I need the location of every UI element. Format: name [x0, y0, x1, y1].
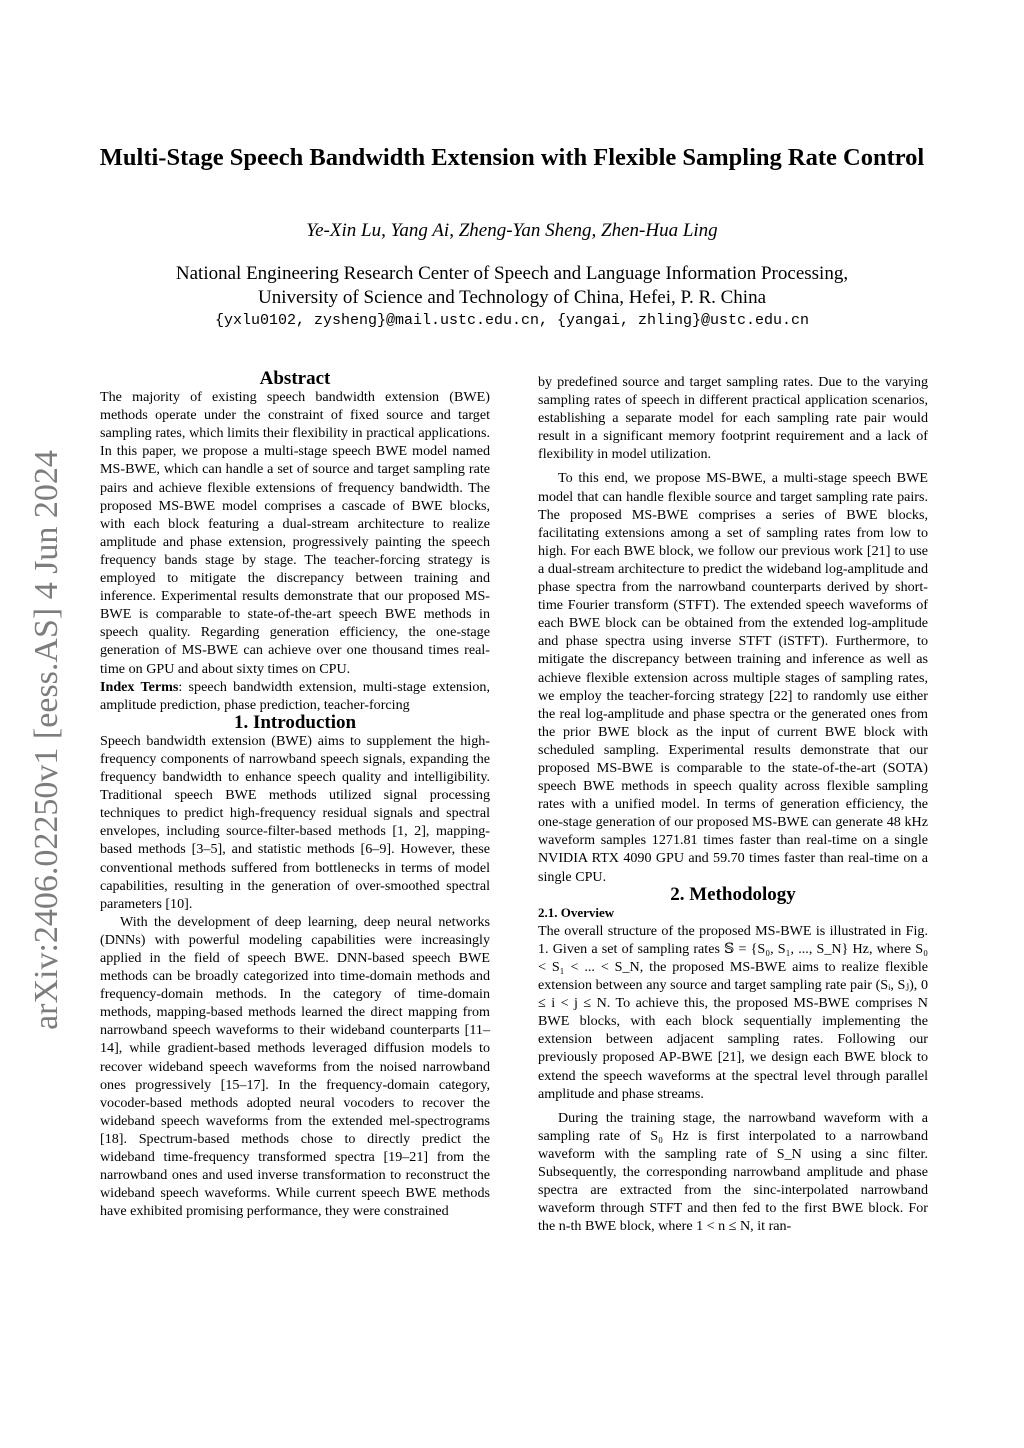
intro-paragraph-4: To this end, we propose MS-BWE, a multi-stage speech BWE model that can handle flexible source and target sampling rate pairs. The proposed MS-BWE comprises a series of BWE blocks, facilitating extensions among a set of sampling rates from low to high. For each BWE block, we follow our previous work [21] to use a dual-stream architecture to predict the wideband log-amplitude and phase spectra from the narrowband counterparts derived by short-time Fourier transform (STFT). The extended speech waveforms of each BWE block can be obtained from the extended log-amplitude and phase spectra using inverse STFT (iSTFT). Furthermore, to mitigate the discrepancy between training and inference as well as achieve flexible extension across multiple stages of sampling rates, we employ the teacher-forcing strategy [22] to randomly use either the real log-amplitude and phase spectra or the generated ones from the prior BWE block as the input of current BWE block with scheduled sampling. Experimental results demonstrate that our proposed MS-BWE is comparable to the state-of-the-art (SOTA) speech BWE methods in speech quality across flexible sampling rates with a unified model. In terms of generation efficiency, the one-stage generation of our proposed MS-BWE can generate 48 kHz waveform samples 1271.81 times faster than real-time on a single NVIDIA RTX 4090 GPU and 59.70 times faster than real-time on a single CPU. — [538, 470, 928, 885]
author-emails: {yxlu0102, zysheng}@mail.ustc.edu.cn, {yangai, zhling}@ustc.edu.cn — [214, 312, 810, 329]
intro-paragraph-1: Speech bandwidth extension (BWE) aims to supplement the high-frequency components of narrowband speech signals, expanding the frequency bandwidth to enhance speech quality and intelligibility. Traditional speech BWE methods utilized signal processing techniques to predict high-frequency residual signals and spectral envelopes, including source-filter-based methods [1, 2], mapping-based methods [3–5], and statistic methods [6–9]. However, these conventional methods suffered from bottlenecks in terms of model capabilities, resulting in the generation of over-smoothed spectral parameters [10]. — [100, 732, 490, 912]
right-column — [538, 373, 928, 1235]
abstract-text: The majority of existing speech bandwidth extension (BWE) methods operate under the constraint of fixed source and target sampling rates, which limits their flexibility in practical applications. In this paper, we propose a multi-stage speech BWE model named MS-BWE, which can handle a set of source and target sampling rate pairs and achieve flexible extensions of frequency bandwidth. The proposed MS-BWE model comprises a cascade of BWE blocks, with each block featuring a dual-stream architecture to realize amplitude and phase extension, progressively painting the speech frequency bands stage by stage. The teacher-forcing strategy is employed to mitigate the discrepancy between training and inference. Experimental results demonstrate that our proposed MS-BWE is comparable to state-of-the-art speech BWE methods in speech quality. Regarding generation efficiency, the one-stage generation of MS-BWE can achieve over one thousand times real-time on GPU and about sixty times on CPU. — [100, 389, 490, 677]
index-terms-label: Index Terms — [100, 678, 179, 695]
index-terms-text: : speech bandwidth extension, multi-stage extension, amplitude prediction, phase prediction, teacher-forcing — [100, 678, 490, 713]
author-list: Ye-Xin Lu, Yang Ai, Zheng-Yan Sheng, Zhen-Hua Ling — [306, 220, 718, 241]
left-column — [100, 370, 490, 1220]
introduction-heading: 1. Introduction — [233, 711, 357, 733]
index-terms — [100, 678, 490, 714]
method-paragraph-1: The overall structure of the proposed MS-BWE is illustrated in Fig. 1. Given a set of sampling rates 𝕊 = {S₀, S₁, ..., S_N} Hz, where S₀ < S₁ < ... < S_N, the proposed MS-BWE aims to realize flexible extension between any source and target sampling rate pair (Sᵢ, Sⱼ), 0 ≤ i < j ≤ N. To achieve this, the proposed MS-BWE comprises N BWE blocks, with each block sequentially implementing the extension between adjacent sampling rates. Following our previously proposed AP-BWE [21], we design each BWE block to extend the speech waveforms at the spectral level through parallel amplitude and phase streams. — [538, 922, 928, 1102]
paper-title: Multi-Stage Speech Bandwidth Extension with Flexible Sampling Rate Control — [99, 144, 925, 171]
affiliation-line-2: University of Science and Technology of China, Hefei, P. R. China — [257, 287, 767, 308]
method-paragraph-2: During the training stage, the narrowband waveform with a sampling rate of S₀ Hz is first interpolated to a narrowband waveform with the sampling rate of S_N using a sinc filter. Subsequently, the corresponding narrowband amplitude and phase spectra are extracted from the sinc-interpolated narrowband waveform through STFT and then fed to the first BWE block. For the n-th BWE block, where 1 < n ≤ N, it ran- — [538, 1109, 928, 1235]
intro-paragraph-2: With the development of deep learning, deep neural networks (DNNs) with powerful modeling capabilities were increasingly applied in the field of speech BWE. DNN-based speech BWE methods can be broadly categorized into time-domain methods and frequency-domain methods. In the category of time-domain methods, mapping-based methods learned the direct mapping from narrowband speech waveforms to their wideband counterparts [11–14], while gradient-based methods leveraged diffusion models to recover wideband speech waveforms from the noised narrowband ones progressively [15–17]. In the frequency-domain category, vocoder-based methods adopted neural vocoders to recover the wideband speech waveforms from the extended mel-spectrograms [18]. Spectrum-based methods chose to directly predict the wideband time-frequency transformed spectra [19–21] from the narrowband ones and used inverse transformation to reconstruct the wideband speech waveforms. While current speech BWE methods have exhibited promising performance, they were constrained — [100, 913, 490, 1220]
arxiv-identifier: arXiv:2406.02250v1 [eess.AS] 4 Jun 2024 — [28, 450, 65, 1030]
overview-subheading: 2.1. Overview — [538, 904, 615, 920]
methodology-heading: 2. Methodology — [670, 883, 796, 905]
intro-paragraph-3: by predefined source and target sampling rates. Due to the varying sampling rates of speech in different practical application scenarios, establishing a separate model for each sampling rate pair would result in a significant memory footprint requirement and a lack of flexibility in model utilization. — [538, 374, 928, 463]
abstract-heading: Abstract — [259, 368, 331, 389]
affiliation — [0, 262, 1024, 310]
affiliation-line-1: National Engineering Research Center of Speech and Language Information Processing, — [175, 263, 849, 284]
